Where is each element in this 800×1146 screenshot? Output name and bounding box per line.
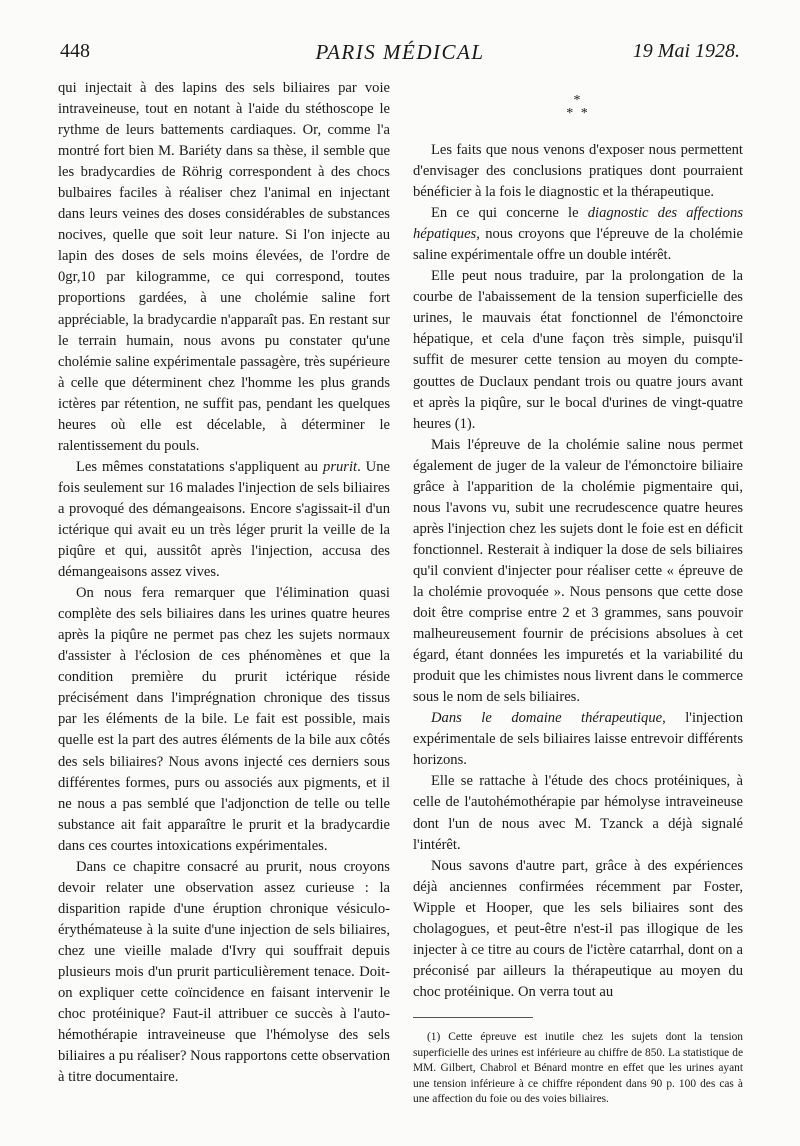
- left-column: [58, 78, 390, 1088]
- right-paragraph-3: Elle peut nous traduire, par la prolongation de la courbe de l'abaissement de la tension superficielle des urines, le mauvais état fonctionnel de l'émonctoire hépatique, et cela d'une façon très simple, puisqu'il suffit de mesurer cette tension au moyen du compte-gouttes de Duclaux pendant trois ou quatre jours avant et après la piqûre, sur le bocal d'urines de vingt-quatre heures (1).: [413, 268, 743, 432]
- right-paragraph-4: Mais l'épreuve de la cholémie saline nous permet également de juger de la valeur de l'émonctoire biliaire grâce à l'apparition de la cholémie pigmentaire qui, nous l'avons vu, subit une recrudescence quatre heures après l'injection chez les sujets dont le foie est en déficit fonctionnel. Resterait à indiquer la dose de sels biliaires qu'il convient d'injecter pour réaliser cette « épreuve de la cholémie provoquée ». Nous pensons que cette dose doit être comprise entre 2 et 3 grammes, sans pouvoir malheureusement fournir de précisions absolues à cet égard, étant données les impuretés et la variabilité du produit que les chimistes nous livrent dans le commerce sous le nom de sels biliaires.: [413, 436, 743, 706]
- left-paragraph-4: Dans ce chapitre consacré au prurit, nous croyons devoir relater une observation assez curieuse : la disparition rapide d'une éruption chronique vésiculo-érythémateuse à la suite d'une injection de sels biliaires, chez une vieille malade d'Ivry qui souffrait depuis plusieurs mois d'un prurit particulièrement tenace. Doit-on expliquer cette coïncidence en faisant intervenir le choc protéinique? Faut-il attribuer ce succès à l'auto-hémothérapie intraveineuse que l'hémolyse des sels biliaires a pu réaliser? Nous rapportons cette observation à titre documentaire.: [58, 858, 390, 1086]
- section-separator: [413, 93, 743, 122]
- text-run: En ce qui concerne le: [431, 205, 588, 222]
- page-number: 448: [60, 40, 90, 62]
- footnote-text: (1) Cette épreuve est inutile chez les sujets dont la tension superficielle des urines est inférieure au chiffre de 850. La statistique de MM. Gilbert, Chabrol et Bénard montre en effet que les urines ayant une tension inférieure à ce chiffre répondent dans 90 p. 100 des cas à une affection du foie ou des voies biliaires.: [413, 1030, 743, 1106]
- right-paragraph-2: [413, 203, 743, 266]
- footnote-divider: [413, 1017, 533, 1018]
- footnote: [413, 1030, 743, 1108]
- text-run: , nous croyons que l'épreuve de la cholémie saline expérimentale offre un double intérêt.: [413, 226, 743, 264]
- left-paragraph-2: [58, 457, 390, 583]
- left-paragraph-1: qui injectait à des lapins des sels biliaires par voie intraveineuse, tout en notant à l'aide du stéthoscope le rythme de leurs battements cardiaques. Or, comme l'a montré fort bien M. Bariéty dans sa thèse, il semble que les bradycardies de Röhrig correspondent à des chocs bulbaires faciles à réaliser chez l'animal en injectant dans leurs veines des doses considérables de substances nocives, quelle que soit leur nature. Si l'on injecte au lapin des doses de sels moins élevées, de l'ordre de 0gr,10 par kilogramme, ce qui correspond, toutes proportions gardées, à une cholémie saline fort appréciable, la bradycardie n'apparaît pas. En restant sur le terrain humain, nous avons pu constater qu'une cholémie saline expérimentale passagère, très supérieure à celle que déterminent chez l'homme les plus grands ictères par rétention, ne suffit pas, pendant les quelques heures où elle est décelable, à déterminer le ralentissement du pouls.: [58, 80, 390, 454]
- emphasis-prurit: prurit: [323, 458, 358, 475]
- text-run: , l'injection expérimentale de sels biliaires laisse entrevoir différents horizons.: [413, 710, 744, 769]
- right-paragraph-7: Nous savons d'autre part, grâce à des expériences déjà anciennes confirmées récemment par Foster, Wipple et Hooper, que les sels biliaires sont des cholagogues, et peut-être n'est-il pas illogique de les injecter à ce titre au cours de l'ictère catarrhal, dont on a préconisé par ailleurs la thérapeutique au moyen du choc protéinique. On verra tout au: [413, 857, 743, 1000]
- text-run: . Une fois seulement sur 16 malades l'injection de sels biliaires a provoqué des démangeaisons. Encore s'agissait-il d'un ictérique qui avait eu un très léger prurit la veille de la piqûre et qui, aussitôt après l'injection, accusa des démangeaisons assez vives.: [58, 458, 390, 581]
- page-header: [60, 40, 740, 74]
- emphasis-diagnostic: diagnostic des affections hépatiques: [413, 205, 743, 243]
- right-paragraph-1: Les faits que nous venons d'exposer nous permettent d'envisager des conclusions pratiques dont pourraient bénéficier à la fois le diagnostic et la thérapeutique.: [413, 142, 743, 201]
- journal-title: PARIS MÉDICAL: [315, 40, 485, 64]
- emphasis-therapeutique: Dans le domaine thérapeutique: [431, 710, 663, 727]
- right-paragraph-5: [413, 708, 743, 771]
- left-paragraph-3: On nous fera remarquer que l'élimination quasi complète des sels biliaires dans les urines quatre heures après la piqûre ne permet pas chez les sujets normaux d'assister à l'éclosion de ces phénomènes et que la condition première du prurit ictérique réside précisément dans l'imprégnation chronique des tissus par les éléments de la bile. Le fait est possible, mais quelle est la part des autres éléments de la bile aux côtés des sels biliaires? Nous avons injecté ces derniers sous différentes formes, purs ou associés aux pigments, et il ne nous a pas semblé que l'adjonction de telle ou telle substance ait fait apparaître le prurit et la bradycardie dans ces courtes intoxications expérimentales.: [58, 585, 390, 854]
- separator-stars-bottom: * *: [566, 106, 590, 121]
- right-column: [413, 93, 744, 1108]
- issue-date: 19 Mai 1928.: [632, 40, 740, 62]
- right-paragraph-6: Elle se rattache à l'étude des chocs protéiniques, à celle de l'autohémothérapie par hémolyse intraveineuse dont l'un de nous avec M. Tzanck a déjà signalé l'intérêt.: [413, 773, 743, 853]
- separator-star-top: *: [573, 93, 583, 108]
- text-run: Les mêmes constatations s'appliquent au: [76, 458, 324, 475]
